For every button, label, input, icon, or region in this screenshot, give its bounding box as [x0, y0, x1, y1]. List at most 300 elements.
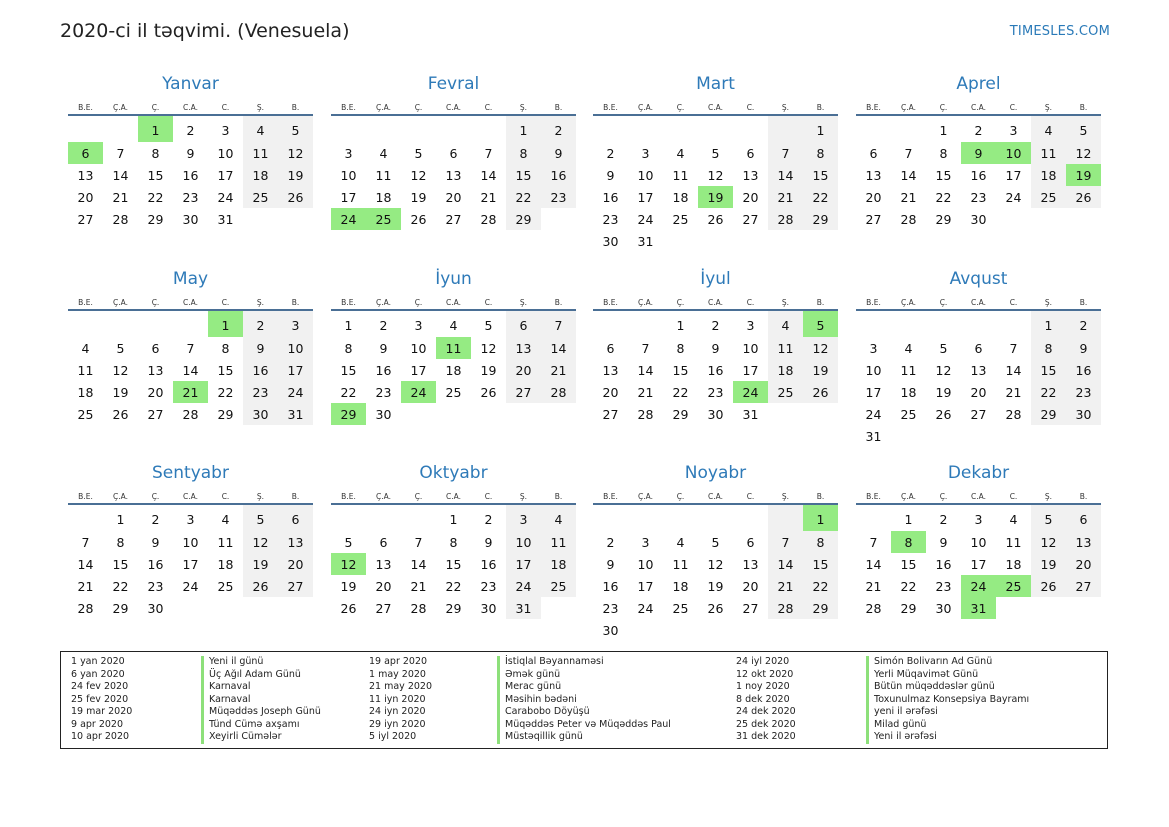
- day-cell[interactable]: 10: [970, 534, 987, 550]
- day-cell[interactable]: 18: [375, 189, 392, 205]
- day-cell[interactable]: 26: [1031, 575, 1066, 597]
- day-cell[interactable]: 24: [217, 189, 234, 205]
- day-cell[interactable]: 13: [742, 556, 759, 572]
- day-cell[interactable]: 21: [77, 578, 94, 594]
- day-cell[interactable]: 15: [112, 556, 129, 572]
- day-cell[interactable]: 30: [182, 211, 199, 227]
- day-cell[interactable]: 8: [1031, 337, 1066, 359]
- day-cell[interactable]: 13: [1066, 531, 1101, 553]
- day-cell[interactable]: 13: [602, 362, 619, 378]
- day-cell[interactable]: 30: [602, 622, 619, 638]
- day-cell[interactable]: 27: [77, 211, 94, 227]
- day-cell[interactable]: 20: [602, 384, 619, 400]
- day-cell[interactable]: 18: [768, 359, 803, 381]
- day-cell[interactable]: 11: [768, 337, 803, 359]
- day-cell[interactable]: 3: [1009, 122, 1018, 138]
- day-cell[interactable]: 26: [707, 211, 724, 227]
- day-cell[interactable]: 28: [768, 208, 803, 230]
- day-cell[interactable]: 17: [1005, 167, 1022, 183]
- day-cell[interactable]: 5: [1031, 504, 1066, 531]
- day-cell[interactable]: 13: [77, 167, 94, 183]
- day-cell[interactable]: 4: [1009, 511, 1018, 527]
- day-cell[interactable]: 30: [147, 600, 164, 616]
- day-cell[interactable]: 4: [221, 511, 230, 527]
- day-cell[interactable]: 8: [221, 340, 230, 356]
- day-cell[interactable]: 19: [243, 553, 278, 575]
- day-cell[interactable]: 7: [768, 531, 803, 553]
- day-cell[interactable]: 19: [340, 578, 357, 594]
- day-cell[interactable]: 1: [676, 317, 685, 333]
- day-cell[interactable]: 20: [278, 553, 313, 575]
- day-cell[interactable]: 30: [970, 211, 987, 227]
- day-cell[interactable]: 24: [961, 575, 996, 597]
- day-cell[interactable]: 20: [147, 384, 164, 400]
- day-cell[interactable]: 21: [112, 189, 129, 205]
- day-cell[interactable]: 4: [676, 534, 685, 550]
- day-cell[interactable]: 1: [939, 122, 948, 138]
- day-cell[interactable]: 16: [602, 578, 619, 594]
- day-cell[interactable]: 8: [151, 145, 160, 161]
- day-cell[interactable]: 30: [1066, 403, 1101, 425]
- day-cell[interactable]: 2: [974, 122, 983, 138]
- day-cell[interactable]: 17: [340, 189, 357, 205]
- day-cell[interactable]: 14: [77, 556, 94, 572]
- day-cell[interactable]: 26: [278, 186, 313, 208]
- day-cell[interactable]: 9: [939, 534, 948, 550]
- day-cell[interactable]: 4: [81, 340, 90, 356]
- day-cell[interactable]: 1: [803, 115, 838, 142]
- day-cell[interactable]: 7: [641, 340, 650, 356]
- day-cell[interactable]: 2: [606, 145, 615, 161]
- day-cell[interactable]: 22: [217, 384, 234, 400]
- day-cell[interactable]: 9: [606, 167, 615, 183]
- day-cell[interactable]: 7: [484, 145, 493, 161]
- day-cell[interactable]: 28: [637, 406, 654, 422]
- day-cell[interactable]: 5: [1066, 115, 1101, 142]
- day-cell[interactable]: 6: [379, 534, 388, 550]
- day-cell[interactable]: 2: [541, 115, 576, 142]
- day-cell[interactable]: 15: [506, 164, 541, 186]
- day-cell[interactable]: 24: [182, 578, 199, 594]
- day-cell[interactable]: 31: [278, 403, 313, 425]
- day-cell[interactable]: 12: [278, 142, 313, 164]
- day-cell[interactable]: 10: [182, 534, 199, 550]
- day-cell[interactable]: 5: [278, 115, 313, 142]
- day-cell[interactable]: 14: [112, 167, 129, 183]
- day-cell[interactable]: 8: [449, 534, 458, 550]
- day-cell[interactable]: 29: [1031, 403, 1066, 425]
- day-cell[interactable]: 11: [375, 167, 392, 183]
- day-cell[interactable]: 19: [112, 384, 129, 400]
- day-cell[interactable]: 11: [243, 142, 278, 164]
- day-cell[interactable]: 24: [865, 406, 882, 422]
- day-cell[interactable]: 20: [865, 189, 882, 205]
- day-cell[interactable]: 17: [742, 362, 759, 378]
- day-cell[interactable]: 22: [340, 384, 357, 400]
- day-cell[interactable]: 17: [182, 556, 199, 572]
- day-cell[interactable]: 1: [1031, 310, 1066, 337]
- day-cell[interactable]: 1: [506, 115, 541, 142]
- day-cell[interactable]: 26: [480, 384, 497, 400]
- day-cell[interactable]: 7: [768, 142, 803, 164]
- day-cell[interactable]: 4: [541, 504, 576, 531]
- day-cell[interactable]: 22: [672, 384, 689, 400]
- day-cell[interactable]: 29: [506, 208, 541, 230]
- day-cell[interactable]: 19: [1031, 553, 1066, 575]
- day-cell[interactable]: 23: [541, 186, 576, 208]
- day-cell[interactable]: 29: [672, 406, 689, 422]
- day-cell[interactable]: 3: [414, 317, 423, 333]
- day-cell[interactable]: 30: [602, 233, 619, 249]
- day-cell[interactable]: 27: [602, 406, 619, 422]
- day-cell[interactable]: 13: [375, 556, 392, 572]
- day-cell[interactable]: 29: [803, 597, 838, 619]
- day-cell[interactable]: 12: [112, 362, 129, 378]
- day-cell[interactable]: 15: [803, 553, 838, 575]
- day-cell[interactable]: 2: [151, 511, 160, 527]
- day-cell[interactable]: 31: [506, 597, 541, 619]
- day-cell[interactable]: 31: [637, 233, 654, 249]
- day-cell[interactable]: 12: [707, 556, 724, 572]
- day-cell[interactable]: 12: [935, 362, 952, 378]
- day-cell[interactable]: 7: [414, 534, 423, 550]
- day-cell[interactable]: 3: [746, 317, 755, 333]
- day-cell[interactable]: 22: [147, 189, 164, 205]
- day-cell[interactable]: 1: [138, 115, 173, 142]
- day-cell[interactable]: 9: [379, 340, 388, 356]
- day-cell[interactable]: 2: [1066, 310, 1101, 337]
- day-cell[interactable]: 6: [506, 310, 541, 337]
- day-cell[interactable]: 19: [698, 186, 733, 208]
- day-cell[interactable]: 9: [186, 145, 195, 161]
- day-cell[interactable]: 8: [676, 340, 685, 356]
- day-cell[interactable]: 9: [961, 142, 996, 164]
- day-cell[interactable]: 16: [602, 189, 619, 205]
- day-cell[interactable]: 21: [1005, 384, 1022, 400]
- day-cell[interactable]: 29: [803, 208, 838, 230]
- day-cell[interactable]: 6: [869, 145, 878, 161]
- day-cell[interactable]: 18: [672, 189, 689, 205]
- day-cell[interactable]: 18: [77, 384, 94, 400]
- day-cell[interactable]: 6: [449, 145, 458, 161]
- day-cell[interactable]: 20: [742, 189, 759, 205]
- day-cell[interactable]: 25: [1031, 186, 1066, 208]
- day-cell[interactable]: 20: [742, 578, 759, 594]
- day-cell[interactable]: 17: [217, 167, 234, 183]
- day-cell[interactable]: 21: [173, 381, 208, 403]
- day-cell[interactable]: 3: [974, 511, 983, 527]
- day-cell[interactable]: 3: [869, 340, 878, 356]
- day-cell[interactable]: 2: [243, 310, 278, 337]
- day-cell[interactable]: 8: [344, 340, 353, 356]
- day-cell[interactable]: 28: [77, 600, 94, 616]
- day-cell[interactable]: 27: [1066, 575, 1101, 597]
- day-cell[interactable]: 30: [935, 600, 952, 616]
- day-cell[interactable]: 13: [147, 362, 164, 378]
- day-cell[interactable]: 1: [116, 511, 125, 527]
- day-cell[interactable]: 6: [746, 534, 755, 550]
- day-cell[interactable]: 14: [865, 556, 882, 572]
- day-cell[interactable]: 7: [116, 145, 125, 161]
- day-cell[interactable]: 15: [147, 167, 164, 183]
- day-cell[interactable]: 8: [803, 142, 838, 164]
- day-cell[interactable]: 28: [1005, 406, 1022, 422]
- day-cell[interactable]: 4: [904, 340, 913, 356]
- day-cell[interactable]: 21: [637, 384, 654, 400]
- day-cell[interactable]: 20: [375, 578, 392, 594]
- day-cell[interactable]: 31: [217, 211, 234, 227]
- day-cell[interactable]: 25: [541, 575, 576, 597]
- day-cell[interactable]: 31: [961, 597, 996, 619]
- day-cell[interactable]: 10: [865, 362, 882, 378]
- day-cell[interactable]: 25: [366, 208, 401, 230]
- day-cell[interactable]: 5: [116, 340, 125, 356]
- day-cell[interactable]: 23: [1066, 381, 1101, 403]
- day-cell[interactable]: 11: [672, 556, 689, 572]
- day-cell[interactable]: 21: [900, 189, 917, 205]
- day-cell[interactable]: 22: [1031, 381, 1066, 403]
- day-cell[interactable]: 22: [900, 578, 917, 594]
- day-cell[interactable]: 19: [278, 164, 313, 186]
- day-cell[interactable]: 31: [865, 428, 882, 444]
- day-cell[interactable]: 30: [375, 406, 392, 422]
- day-cell[interactable]: 27: [278, 575, 313, 597]
- day-cell[interactable]: 3: [278, 310, 313, 337]
- day-cell[interactable]: 26: [410, 211, 427, 227]
- day-cell[interactable]: 10: [506, 531, 541, 553]
- day-cell[interactable]: 4: [768, 310, 803, 337]
- day-cell[interactable]: 11: [1031, 142, 1066, 164]
- day-cell[interactable]: 13: [506, 337, 541, 359]
- day-cell[interactable]: 29: [445, 600, 462, 616]
- day-cell[interactable]: 7: [81, 534, 90, 550]
- site-link[interactable]: TIMESLES.COM: [1009, 24, 1110, 39]
- day-cell[interactable]: 22: [506, 186, 541, 208]
- day-cell[interactable]: 16: [243, 359, 278, 381]
- day-cell[interactable]: 28: [900, 211, 917, 227]
- day-cell[interactable]: 21: [480, 189, 497, 205]
- day-cell[interactable]: 10: [340, 167, 357, 183]
- day-cell[interactable]: 13: [445, 167, 462, 183]
- day-cell[interactable]: 7: [1009, 340, 1018, 356]
- day-cell[interactable]: 26: [243, 575, 278, 597]
- day-cell[interactable]: 28: [112, 211, 129, 227]
- day-cell[interactable]: 25: [243, 186, 278, 208]
- day-cell[interactable]: 11: [541, 531, 576, 553]
- day-cell[interactable]: 21: [865, 578, 882, 594]
- day-cell[interactable]: 17: [637, 578, 654, 594]
- day-cell[interactable]: 29: [935, 211, 952, 227]
- day-cell[interactable]: 22: [112, 578, 129, 594]
- day-cell[interactable]: 7: [904, 145, 913, 161]
- day-cell[interactable]: 17: [637, 189, 654, 205]
- day-cell[interactable]: 27: [970, 406, 987, 422]
- day-cell[interactable]: 18: [900, 384, 917, 400]
- day-cell[interactable]: 26: [1066, 186, 1101, 208]
- day-cell[interactable]: 30: [707, 406, 724, 422]
- day-cell[interactable]: 28: [410, 600, 427, 616]
- day-cell[interactable]: 6: [278, 504, 313, 531]
- day-cell[interactable]: 18: [445, 362, 462, 378]
- day-cell[interactable]: 4: [449, 317, 458, 333]
- day-cell[interactable]: 5: [344, 534, 353, 550]
- day-cell[interactable]: 6: [1066, 504, 1101, 531]
- day-cell[interactable]: 2: [186, 122, 195, 138]
- day-cell[interactable]: 18: [243, 164, 278, 186]
- day-cell[interactable]: 23: [602, 600, 619, 616]
- day-cell[interactable]: 14: [541, 337, 576, 359]
- day-cell[interactable]: 9: [151, 534, 160, 550]
- day-cell[interactable]: 30: [480, 600, 497, 616]
- day-cell[interactable]: 17: [410, 362, 427, 378]
- day-cell[interactable]: 12: [331, 553, 366, 575]
- day-cell[interactable]: 23: [970, 189, 987, 205]
- day-cell[interactable]: 5: [939, 340, 948, 356]
- day-cell[interactable]: 5: [243, 504, 278, 531]
- day-cell[interactable]: 14: [768, 553, 803, 575]
- day-cell[interactable]: 25: [672, 600, 689, 616]
- day-cell[interactable]: 23: [182, 189, 199, 205]
- day-cell[interactable]: 15: [1031, 359, 1066, 381]
- day-cell[interactable]: 1: [449, 511, 458, 527]
- day-cell[interactable]: 12: [1031, 531, 1066, 553]
- day-cell[interactable]: 7: [541, 310, 576, 337]
- day-cell[interactable]: 10: [996, 142, 1031, 164]
- day-cell[interactable]: 29: [900, 600, 917, 616]
- day-cell[interactable]: 9: [1066, 337, 1101, 359]
- day-cell[interactable]: 15: [935, 167, 952, 183]
- day-cell[interactable]: 24: [331, 208, 366, 230]
- day-cell[interactable]: 27: [506, 381, 541, 403]
- day-cell[interactable]: 19: [1066, 164, 1101, 186]
- day-cell[interactable]: 26: [112, 406, 129, 422]
- day-cell[interactable]: 10: [217, 145, 234, 161]
- day-cell[interactable]: 19: [480, 362, 497, 378]
- day-cell[interactable]: 2: [484, 511, 493, 527]
- day-cell[interactable]: 25: [900, 406, 917, 422]
- day-cell[interactable]: 16: [541, 164, 576, 186]
- day-cell[interactable]: 18: [672, 578, 689, 594]
- day-cell[interactable]: 18: [1031, 164, 1066, 186]
- day-cell[interactable]: 4: [1031, 115, 1066, 142]
- day-cell[interactable]: 30: [243, 403, 278, 425]
- day-cell[interactable]: 22: [803, 186, 838, 208]
- day-cell[interactable]: 22: [803, 575, 838, 597]
- day-cell[interactable]: 29: [331, 403, 366, 425]
- day-cell[interactable]: 19: [707, 578, 724, 594]
- day-cell[interactable]: 12: [803, 337, 838, 359]
- day-cell[interactable]: 11: [1005, 534, 1022, 550]
- day-cell[interactable]: 11: [672, 167, 689, 183]
- day-cell[interactable]: 4: [676, 145, 685, 161]
- day-cell[interactable]: 11: [436, 337, 471, 359]
- day-cell[interactable]: 13: [742, 167, 759, 183]
- day-cell[interactable]: 28: [865, 600, 882, 616]
- day-cell[interactable]: 3: [641, 145, 650, 161]
- day-cell[interactable]: 26: [340, 600, 357, 616]
- day-cell[interactable]: 12: [707, 167, 724, 183]
- day-cell[interactable]: 29: [217, 406, 234, 422]
- day-cell[interactable]: 1: [344, 317, 353, 333]
- day-cell[interactable]: 11: [77, 362, 94, 378]
- day-cell[interactable]: 26: [707, 600, 724, 616]
- day-cell[interactable]: 20: [506, 359, 541, 381]
- day-cell[interactable]: 14: [480, 167, 497, 183]
- day-cell[interactable]: 9: [484, 534, 493, 550]
- day-cell[interactable]: 21: [768, 575, 803, 597]
- day-cell[interactable]: 9: [243, 337, 278, 359]
- day-cell[interactable]: 2: [711, 317, 720, 333]
- day-cell[interactable]: 5: [711, 534, 720, 550]
- day-cell[interactable]: 17: [506, 553, 541, 575]
- day-cell[interactable]: 21: [541, 359, 576, 381]
- day-cell[interactable]: 27: [375, 600, 392, 616]
- day-cell[interactable]: 6: [68, 142, 103, 164]
- day-cell[interactable]: 17: [865, 384, 882, 400]
- day-cell[interactable]: 6: [974, 340, 983, 356]
- day-cell[interactable]: 15: [445, 556, 462, 572]
- day-cell[interactable]: 5: [803, 310, 838, 337]
- day-cell[interactable]: 23: [147, 578, 164, 594]
- day-cell[interactable]: 15: [803, 164, 838, 186]
- day-cell[interactable]: 12: [243, 531, 278, 553]
- day-cell[interactable]: 9: [606, 556, 615, 572]
- day-cell[interactable]: 31: [742, 406, 759, 422]
- day-cell[interactable]: 21: [410, 578, 427, 594]
- day-cell[interactable]: 9: [541, 142, 576, 164]
- day-cell[interactable]: 24: [278, 381, 313, 403]
- day-cell[interactable]: 24: [506, 575, 541, 597]
- day-cell[interactable]: 8: [803, 531, 838, 553]
- day-cell[interactable]: 13: [278, 531, 313, 553]
- day-cell[interactable]: 14: [1005, 362, 1022, 378]
- day-cell[interactable]: 10: [637, 167, 654, 183]
- day-cell[interactable]: 18: [217, 556, 234, 572]
- day-cell[interactable]: 27: [147, 406, 164, 422]
- day-cell[interactable]: 16: [707, 362, 724, 378]
- day-cell[interactable]: 19: [935, 384, 952, 400]
- day-cell[interactable]: 14: [900, 167, 917, 183]
- day-cell[interactable]: 20: [970, 384, 987, 400]
- day-cell[interactable]: 12: [1066, 142, 1101, 164]
- day-cell[interactable]: 8: [891, 531, 926, 553]
- day-cell[interactable]: 23: [602, 211, 619, 227]
- day-cell[interactable]: 3: [641, 534, 650, 550]
- day-cell[interactable]: 29: [112, 600, 129, 616]
- day-cell[interactable]: 11: [900, 362, 917, 378]
- day-cell[interactable]: 19: [803, 359, 838, 381]
- day-cell[interactable]: 27: [742, 600, 759, 616]
- day-cell[interactable]: 4: [243, 115, 278, 142]
- day-cell[interactable]: 25: [77, 406, 94, 422]
- day-cell[interactable]: 21: [768, 186, 803, 208]
- day-cell[interactable]: 8: [939, 145, 948, 161]
- day-cell[interactable]: 10: [278, 337, 313, 359]
- day-cell[interactable]: 16: [182, 167, 199, 183]
- day-cell[interactable]: 24: [637, 600, 654, 616]
- day-cell[interactable]: 20: [77, 189, 94, 205]
- day-cell[interactable]: 14: [768, 164, 803, 186]
- day-cell[interactable]: 3: [506, 504, 541, 531]
- day-cell[interactable]: 22: [935, 189, 952, 205]
- day-cell[interactable]: 17: [278, 359, 313, 381]
- day-cell[interactable]: 8: [116, 534, 125, 550]
- day-cell[interactable]: 23: [935, 578, 952, 594]
- day-cell[interactable]: 16: [147, 556, 164, 572]
- day-cell[interactable]: 5: [484, 317, 493, 333]
- day-cell[interactable]: 1: [208, 310, 243, 337]
- day-cell[interactable]: 10: [410, 340, 427, 356]
